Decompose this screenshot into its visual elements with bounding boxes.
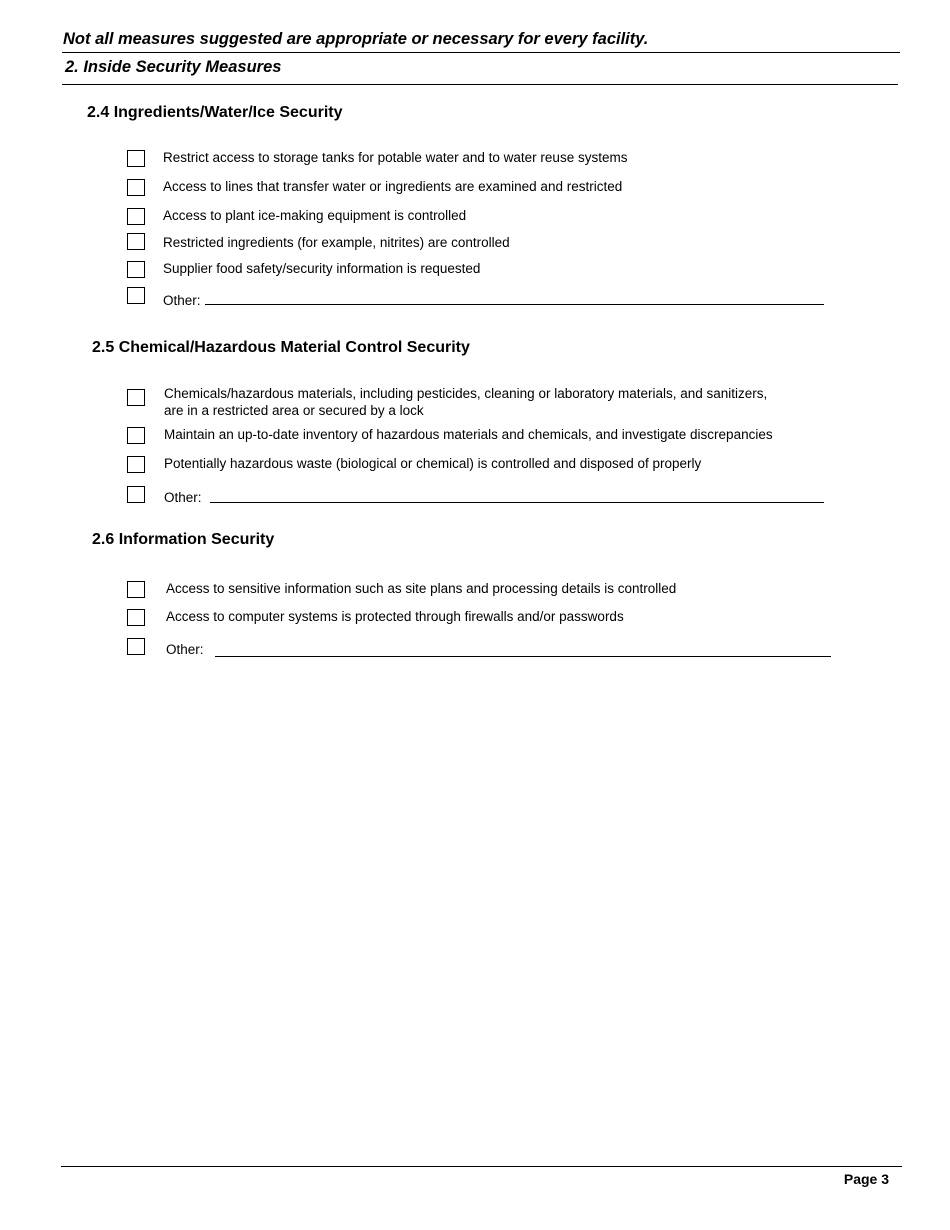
item-chemicals-line-2: are in a restricted area or secured by a lock <box>164 403 424 418</box>
checkbox-computer-systems[interactable] <box>127 609 145 626</box>
item-inventory: Maintain an up-to-date inventory of hazardous materials and chemicals, and investigate discrepancies <box>164 427 773 442</box>
other-label-2-4: Other: <box>163 293 201 308</box>
checkbox-other-2-6[interactable] <box>127 638 145 655</box>
item-sensitive-info: Access to sensitive information such as site plans and processing details is controlled <box>166 581 677 596</box>
checkbox-other-2-4[interactable] <box>127 287 145 304</box>
checkbox-inventory[interactable] <box>127 427 145 444</box>
other-label-2-6: Other: <box>166 642 204 657</box>
checkbox-sensitive-info[interactable] <box>127 581 145 598</box>
other-input-line-2-4[interactable] <box>205 304 824 305</box>
item-hazardous-waste: Potentially hazardous waste (biological or chemical) is controlled and disposed of properly <box>164 456 702 471</box>
checkbox-restricted-ingredients[interactable] <box>127 233 145 250</box>
subsection-title-2-4: 2.4 Ingredients/Water/Ice Security <box>87 104 343 121</box>
checkbox-chemicals-restricted[interactable] <box>127 389 145 406</box>
other-input-line-2-6[interactable] <box>215 656 831 657</box>
item-restricted-ingredients: Restricted ingredients (for example, nitrites) are controlled <box>163 235 510 250</box>
checkbox-ice-making[interactable] <box>127 208 145 225</box>
section-title: 2. Inside Security Measures <box>65 58 282 76</box>
other-label-2-5: Other: <box>164 490 202 505</box>
checkbox-transfer-lines[interactable] <box>127 179 145 196</box>
checkbox-hazardous-waste[interactable] <box>127 456 145 473</box>
item-chemicals-line-1: Chemicals/hazardous materials, including pesticides, cleaning or laboratory materials, and sanitizers, <box>164 386 768 401</box>
item-storage-tanks: Restrict access to storage tanks for potable water and to water reuse systems <box>163 150 628 165</box>
item-transfer-lines: Access to lines that transfer water or ingredients are examined and restricted <box>163 179 623 194</box>
item-computer-systems: Access to computer systems is protected through firewalls and/or passwords <box>166 609 624 624</box>
page-number: Page 3 <box>843 1171 889 1187</box>
checkbox-supplier-info[interactable] <box>127 261 145 278</box>
subsection-title-2-6: 2.6 Information Security <box>92 531 275 548</box>
checkbox-storage-tanks[interactable] <box>127 150 145 167</box>
header-divider-top <box>62 52 900 53</box>
disclaimer-note: Not all measures suggested are appropriate or necessary for every facility. <box>63 30 649 48</box>
item-supplier-info: Supplier food safety/security information is requested <box>163 261 481 276</box>
checkbox-other-2-5[interactable] <box>127 486 145 503</box>
footer-divider <box>61 1166 902 1167</box>
other-input-line-2-5[interactable] <box>210 502 824 503</box>
item-ice-making: Access to plant ice-making equipment is controlled <box>163 208 467 223</box>
header-divider-bottom <box>62 84 898 85</box>
subsection-title-2-5: 2.5 Chemical/Hazardous Material Control Security <box>92 339 470 356</box>
